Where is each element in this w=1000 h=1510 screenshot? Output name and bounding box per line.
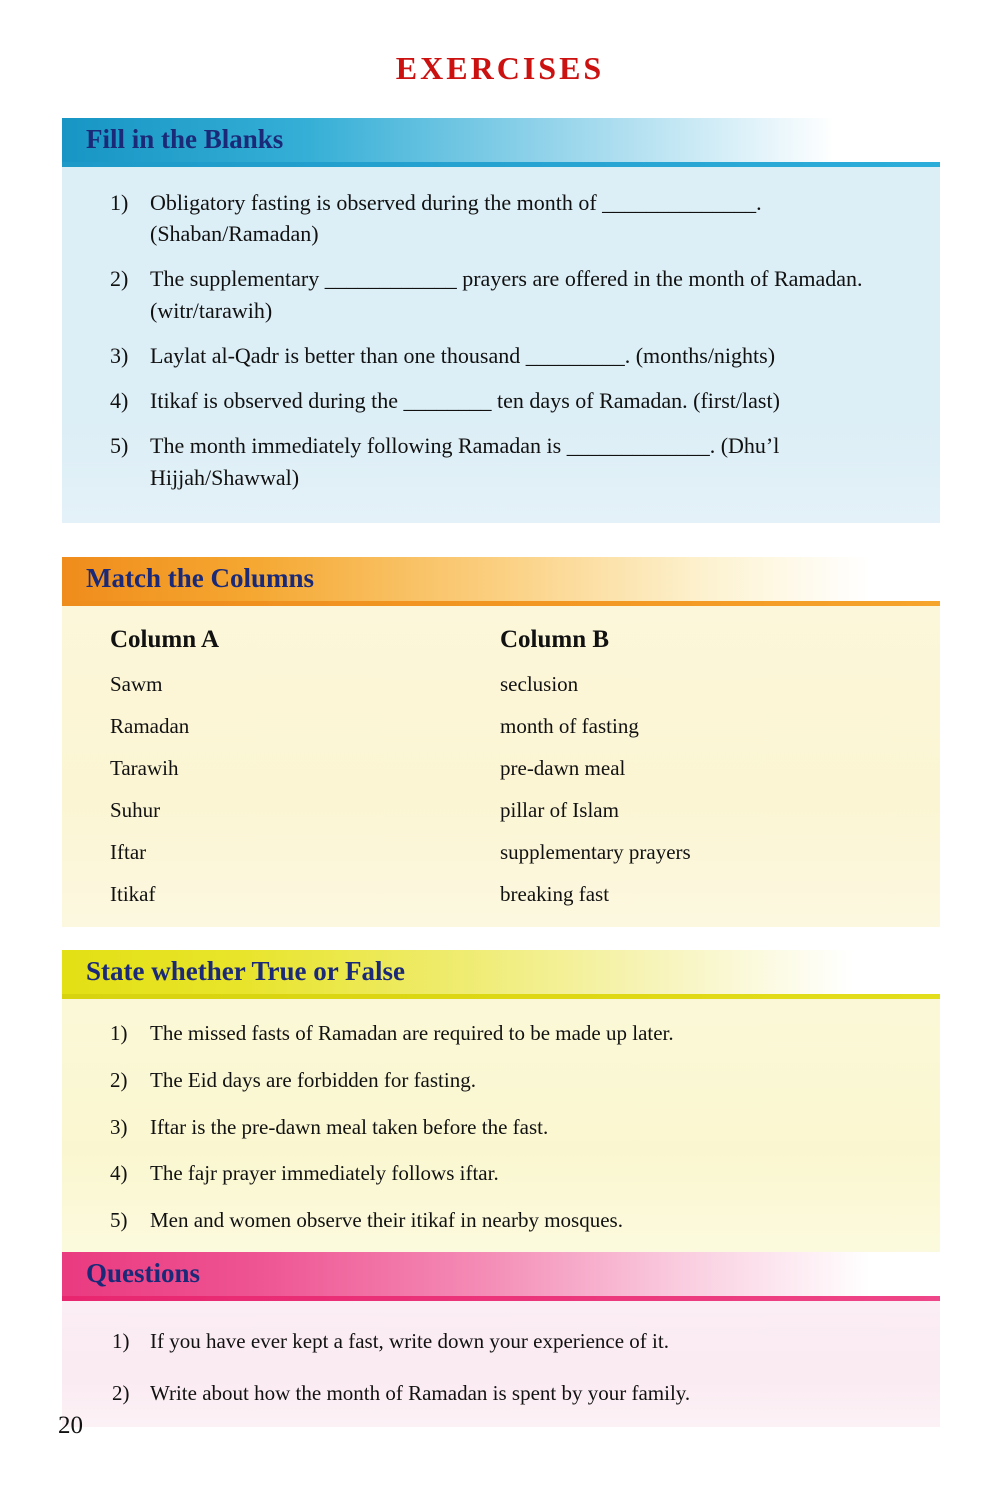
item-text: The missed fasts of Ramadan are required to be made up later. <box>150 1021 674 1045</box>
section-heading-label: State whether True or False <box>86 955 405 986</box>
item-number: 3) <box>110 1114 128 1139</box>
section-body-true-or-false <box>62 999 940 1254</box>
item-text: Iftar is the pre-dawn meal taken before the fast. <box>150 1114 549 1139</box>
list-item <box>88 1206 914 1236</box>
item-number: 2) <box>112 1380 130 1405</box>
item-number: 2) <box>110 1067 128 1092</box>
section-body-questions <box>62 1301 940 1427</box>
item-text: The Eid days are forbidden for fasting. <box>150 1067 476 1092</box>
list-item <box>88 430 914 492</box>
list-item <box>88 1159 914 1189</box>
item-number: 4) <box>110 1161 128 1186</box>
section-header-fill-in-the-blanks <box>62 118 940 162</box>
item-number: 5) <box>110 1208 128 1233</box>
section-heading-label: Match the Columns <box>86 562 314 593</box>
table-header-row <box>110 626 914 654</box>
item-text: Obligatory fasting is observed during the month of ______________. (Shaban/Ramadan) <box>150 190 762 247</box>
cell-column-b: pillar of Islam <box>500 798 619 822</box>
cell-column-a: Tarawih <box>110 756 179 780</box>
list-item <box>88 1327 914 1357</box>
section-fill-in-the-blanks <box>62 118 940 523</box>
cell-column-a: Iftar <box>110 840 147 864</box>
item-text: Write about how the month of Ramadan is spent by your family. <box>150 1380 691 1405</box>
item-number: 1) <box>110 190 129 215</box>
column-header-a: Column A <box>110 626 220 653</box>
item-number: 3) <box>110 342 129 368</box>
true-or-false-list <box>88 1019 914 1236</box>
list-item <box>88 263 914 325</box>
list-item <box>88 385 914 416</box>
list-item <box>88 340 914 371</box>
section-body-match-the-columns <box>62 606 940 927</box>
item-text: The fajr prayer immediately follows iftar. <box>150 1161 499 1186</box>
item-text: If you have ever kept a fast, write down your experience of it. <box>150 1329 669 1353</box>
table-row <box>110 672 914 697</box>
list-item <box>88 1113 914 1143</box>
table-row <box>110 840 914 865</box>
list-item <box>88 1019 914 1049</box>
item-number: 1) <box>110 1021 128 1045</box>
section-header-questions <box>62 1252 940 1296</box>
section-match-the-columns <box>62 557 940 927</box>
questions-list <box>88 1327 914 1409</box>
list-item <box>88 1066 914 1096</box>
table-row <box>110 714 914 739</box>
item-number: 1) <box>112 1329 130 1353</box>
cell-column-b: pre-dawn meal <box>500 756 626 780</box>
page-number: 20 <box>58 1412 83 1439</box>
match-columns-table <box>88 626 914 907</box>
section-body-fill-in-the-blanks <box>62 167 940 523</box>
table-row <box>110 882 914 907</box>
cell-column-a: Suhur <box>110 798 161 822</box>
item-text: Itikaf is observed during the ________ ten days of Ramadan. (first/last) <box>150 388 780 414</box>
cell-column-b: month of fasting <box>500 714 639 738</box>
section-questions <box>62 1252 940 1427</box>
section-true-or-false <box>62 950 940 1254</box>
table-row <box>110 798 914 823</box>
section-header-true-or-false <box>62 950 940 994</box>
list-item <box>88 187 914 249</box>
item-number: 5) <box>110 433 129 459</box>
column-header-b: Column B <box>500 626 610 653</box>
cell-column-a: Itikaf <box>110 882 156 906</box>
fill-in-the-blanks-list <box>88 187 914 493</box>
section-heading-label: Fill in the Blanks <box>86 123 284 154</box>
section-header-match-the-columns <box>62 557 940 601</box>
cell-column-a: Sawm <box>110 672 163 696</box>
section-heading-label: Questions <box>86 1257 201 1288</box>
list-item <box>88 1379 914 1409</box>
page-title: EXERCISES <box>395 50 605 86</box>
cell-column-b: seclusion <box>500 672 579 696</box>
item-number: 2) <box>110 266 129 292</box>
cell-column-b: breaking fast <box>500 882 610 906</box>
item-text: The month immediately following Ramadan is _____________. (Dhu’l Hijjah/Shawwal) <box>150 433 780 490</box>
item-number: 4) <box>110 388 129 414</box>
item-text: The supplementary ____________ prayers are offered in the month of Ramadan. (witr/tarawih) <box>150 266 863 323</box>
cell-column-b: supplementary prayers <box>500 840 691 864</box>
table-row <box>110 756 914 781</box>
item-text: Laylat al-Qadr is better than one thousand _________. (months/nights) <box>150 342 776 368</box>
item-text: Men and women observe their itikaf in nearby mosques. <box>150 1208 623 1233</box>
cell-column-a: Ramadan <box>110 714 190 738</box>
